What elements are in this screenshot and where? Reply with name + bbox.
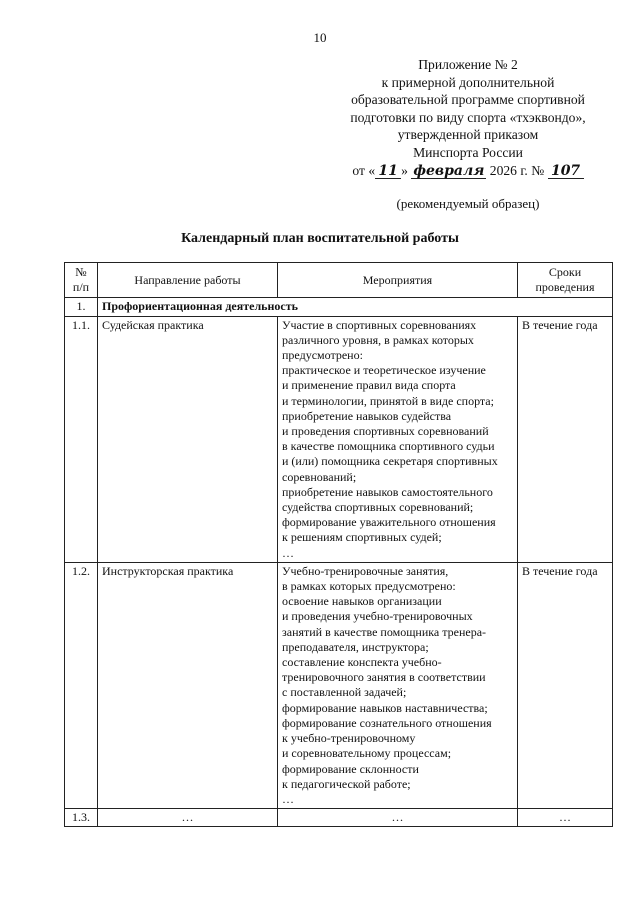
row-number: 1.3. bbox=[65, 809, 98, 827]
activity-line: … bbox=[282, 545, 294, 560]
appendix-line: Приложение № 2 bbox=[418, 57, 518, 72]
row-timing: В течение года bbox=[518, 562, 613, 808]
activity-line: в качестве помощника спортивного судьи bbox=[282, 439, 495, 454]
activity-line: практическое и теоретическое изучение bbox=[282, 363, 486, 378]
activity-line: Учебно-тренировочные занятия, bbox=[282, 563, 449, 578]
activity-line: различного уровня, в рамках которых bbox=[282, 332, 474, 347]
order-mid: » bbox=[401, 162, 408, 178]
row-activities bbox=[278, 562, 518, 808]
activity-line: освоение навыков организации bbox=[282, 594, 442, 609]
activity-line: составление конспекта учебно- bbox=[282, 655, 442, 670]
activity-line: преподавателя, инструктора; bbox=[282, 639, 429, 654]
order-prefix: от « bbox=[352, 162, 376, 178]
section-row bbox=[65, 298, 613, 316]
activity-line: тренировочного занятия в соответствии bbox=[282, 670, 486, 685]
appendix-header bbox=[318, 56, 618, 179]
activity-line: соревнований; bbox=[282, 469, 357, 484]
row-activities: … bbox=[278, 809, 518, 827]
activity-line: предусмотрено: bbox=[282, 348, 363, 363]
activity-line: формирование склонности bbox=[282, 761, 419, 776]
order-month-handwritten: февраля bbox=[413, 162, 485, 179]
header-activities: Мероприятия bbox=[278, 263, 518, 298]
activity-line: приобретение навыков судейства bbox=[282, 408, 452, 423]
appendix-line: образовательной программе спортивной bbox=[351, 92, 585, 108]
activity-line: к педагогической работе; bbox=[282, 776, 411, 791]
order-year: 2026 г. № bbox=[489, 162, 545, 178]
row-direction: Судейская практика bbox=[98, 316, 278, 562]
activity-line: формирование навыков наставничества; bbox=[282, 700, 488, 715]
activity-line: и терминологии, принятой в виде спорта; bbox=[282, 393, 494, 408]
activity-line: … bbox=[282, 791, 294, 806]
table-row bbox=[65, 809, 613, 827]
appendix-line: к примерной дополнительной bbox=[381, 74, 555, 90]
activity-line: в рамках которых предусмотрено: bbox=[282, 579, 456, 594]
appendix-line: подготовки по виду спорта «тхэквондо», bbox=[350, 109, 586, 125]
activity-line: и проведения спортивных соревнований bbox=[282, 424, 489, 439]
activity-line: и применение правил вида спорта bbox=[282, 378, 456, 393]
header-timing: Сроки проведения bbox=[518, 263, 613, 298]
row-activities bbox=[278, 316, 518, 562]
activity-line: приобретение навыков самостоятельного bbox=[282, 484, 493, 499]
header-number: № п/п bbox=[65, 263, 98, 298]
row-number: 1.1. bbox=[65, 316, 98, 562]
activity-line: к решениям спортивных судей; bbox=[282, 530, 442, 545]
recommended-sample-note: (рекомендуемый образец) bbox=[396, 196, 540, 211]
order-number-handwritten: 107 bbox=[548, 164, 584, 179]
activity-line: и (или) помощника секретаря спортивных bbox=[282, 454, 498, 469]
section-label: Профориентационная деятельность bbox=[98, 298, 613, 316]
row-timing: В течение года bbox=[518, 316, 613, 562]
activity-line: судейства спортивных соревнований; bbox=[282, 500, 474, 515]
table-header-row bbox=[65, 263, 613, 298]
order-date-line bbox=[318, 162, 618, 180]
table-row bbox=[65, 316, 613, 562]
header-direction: Направление работы bbox=[98, 263, 278, 298]
row-timing: … bbox=[518, 809, 613, 827]
appendix-line: Минспорта России bbox=[413, 144, 523, 160]
appendix-line: утвержденной приказом bbox=[397, 127, 539, 143]
activity-line: с поставленной задачей; bbox=[282, 685, 407, 700]
activity-line: Участие в спортивных соревнованиях bbox=[282, 317, 477, 332]
table-row bbox=[65, 562, 613, 808]
section-number: 1. bbox=[65, 298, 98, 316]
activity-line: и соревновательному процессам; bbox=[282, 746, 452, 761]
activity-line: и проведения учебно-тренировочных bbox=[282, 609, 473, 624]
activity-line: формирование сознательного отношения bbox=[282, 715, 492, 730]
activity-line: к учебно-тренировочному bbox=[282, 731, 416, 746]
activity-line: занятий в качестве помощника тренера- bbox=[282, 624, 487, 639]
row-direction: … bbox=[98, 809, 278, 827]
page-number: 10 bbox=[313, 30, 327, 45]
row-number: 1.2. bbox=[65, 562, 98, 808]
education-plan-table bbox=[64, 262, 613, 827]
activity-line: формирование уважительного отношения bbox=[282, 515, 496, 530]
row-direction: Инструкторская практика bbox=[98, 562, 278, 808]
document-title: Календарный план воспитательной работы bbox=[181, 231, 459, 246]
order-day-handwritten: 11 bbox=[375, 164, 401, 179]
